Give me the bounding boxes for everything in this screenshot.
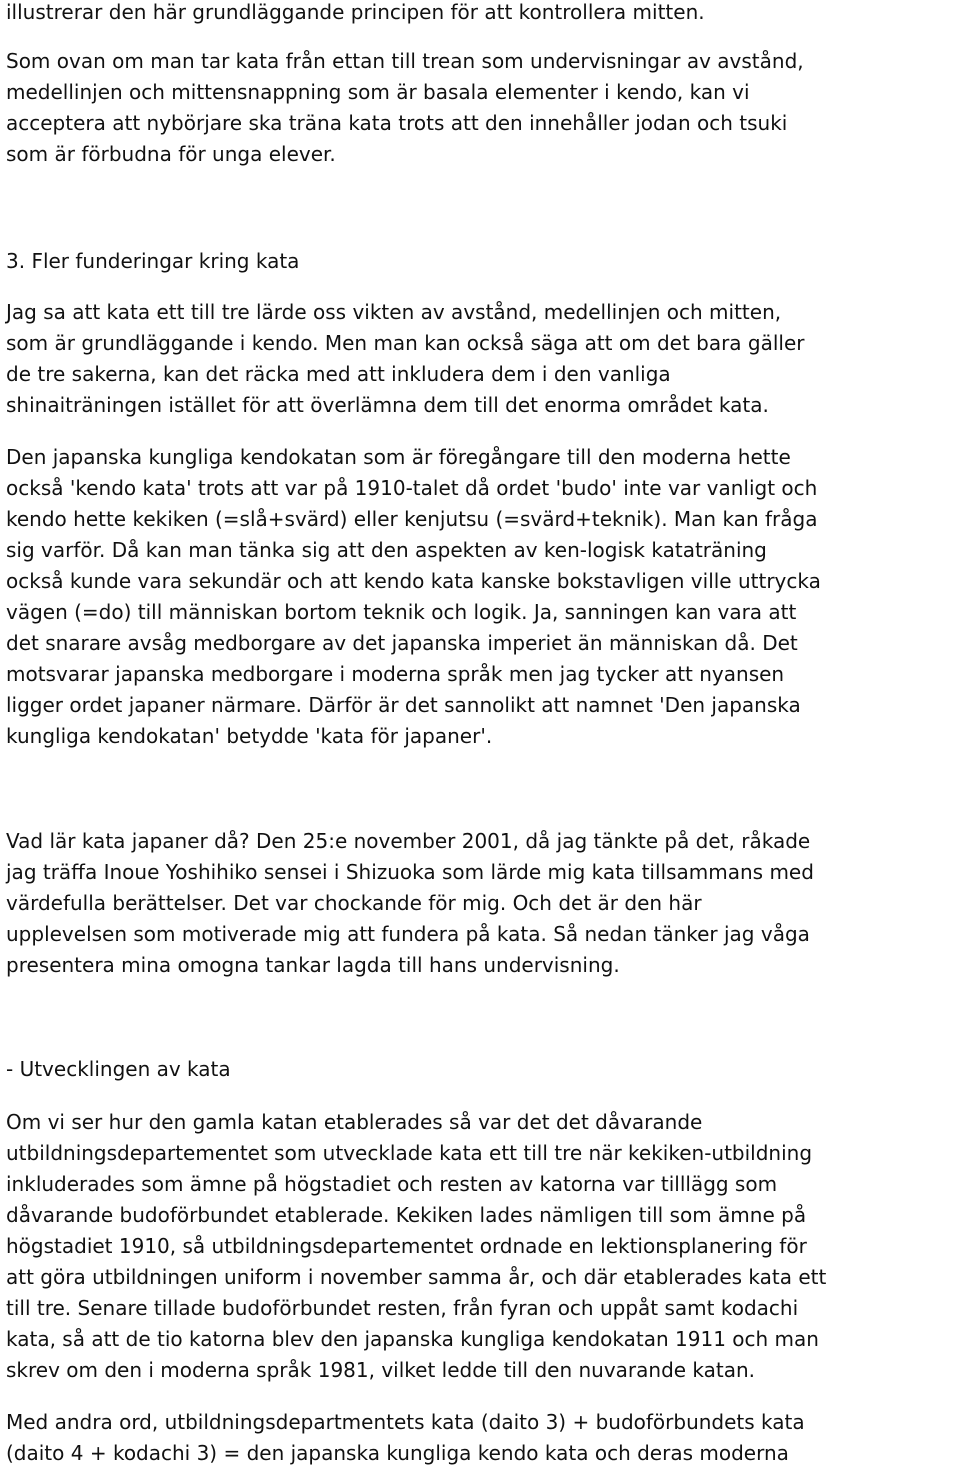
- text-line: inkluderades som ämne på högstadiet och resten av katorna var tilllägg som: [6, 1172, 778, 1196]
- text-line: (daito 4 + kodachi 3) = den japanska kungliga kendo kata och deras moderna: [6, 1441, 789, 1465]
- text-line: illustrerar den här grundläggande principen för att kontrollera mitten.: [6, 0, 705, 24]
- text-line: till tre. Senare tillade budoförbundet resten, från fyran och uppåt samt kodachi: [6, 1296, 799, 1320]
- text-line: acceptera att nybörjare ska träna kata trots att den innehåller jodan och tsuki: [6, 111, 788, 135]
- text-line: presentera mina omogna tankar lagda till hans undervisning.: [6, 953, 620, 977]
- text-line: shinaiträningen istället för att överlämna dem till det enorma området kata.: [6, 393, 769, 417]
- text-line: värdefulla berättelser. Det var chockande för mig. Och det är den här: [6, 891, 702, 915]
- text-line: de tre sakerna, kan det räcka med att inkludera dem i den vanliga: [6, 362, 671, 386]
- text-line: upplevelsen som motiverade mig att fundera på kata. Så nedan tänker jag våga: [6, 922, 810, 946]
- text-line: Vad lär kata japaner då? Den 25:e november 2001, då jag tänkte på det, råkade: [6, 829, 811, 853]
- text-line: högstadiet 1910, så utbildningsdepartementet ordnade en lektionsplanering för: [6, 1234, 807, 1258]
- text-line: också 'kendo kata' trots att var på 1910-talet då ordet 'budo' inte var vanligt och: [6, 476, 818, 500]
- text-line: skrev om den i moderna språk 1981, vilket ledde till den nuvarande katan.: [6, 1358, 756, 1382]
- text-line: ligger ordet japaner närmare. Därför är det sannolikt att namnet 'Den japanska: [6, 693, 801, 717]
- text-line: dåvarande budoförbundet etablerade. Kekiken lades nämligen till som ämne på: [6, 1203, 807, 1227]
- section-heading: - Utvecklingen av kata: [6, 1057, 231, 1081]
- section-heading: 3. Fler funderingar kring kata: [6, 249, 300, 273]
- text-line: Den japanska kungliga kendokatan som är föregångare till den moderna hette: [6, 445, 791, 469]
- text-line: utbildningsdepartementet som utvecklade kata ett till tre när kekiken-utbildning: [6, 1141, 813, 1165]
- text-line: motsvarar japanska medborgare i moderna språk men jag tycker att nyansen: [6, 662, 785, 686]
- text-line: vägen (=do) till människan bortom teknik och logik. Ja, sanningen kan vara att: [6, 600, 797, 624]
- text-line: Som ovan om man tar kata från ettan till trean som undervisningar av avstånd,: [6, 49, 804, 73]
- text-line: det snarare avsåg medborgare av det japanska imperiet än människan då. Det: [6, 631, 798, 655]
- text-line: att göra utbildningen uniform i november samma år, och där etablerades kata ett: [6, 1265, 827, 1289]
- text-line: kata, så att de tio katorna blev den japanska kungliga kendokatan 1911 och man: [6, 1327, 819, 1351]
- text-line: Om vi ser hur den gamla katan etablerades så var det det dåvarande: [6, 1110, 703, 1134]
- text-line: också kunde vara sekundär och att kendo kata kanske bokstavligen ville uttrycka: [6, 569, 821, 593]
- text-line: som är grundläggande i kendo. Men man kan också säga att om det bara gäller: [6, 331, 805, 355]
- text-line: kendo hette kekiken (=slå+svärd) eller kenjutsu (=svärd+teknik). Man kan fråga: [6, 507, 818, 531]
- text-line: Jag sa att kata ett till tre lärde oss vikten av avstånd, medellinjen och mitten,: [6, 300, 782, 324]
- text-line: Med andra ord, utbildningsdepartmentets kata (daito 3) + budoförbundets kata: [6, 1410, 805, 1434]
- text-line: sig varför. Då kan man tänka sig att den aspekten av ken-logisk kataträning: [6, 538, 767, 562]
- text-line: som är förbudna för unga elever.: [6, 142, 336, 166]
- text-line: jag träffa Inoue Yoshihiko sensei i Shizuoka som lärde mig kata tillsammans med: [6, 860, 814, 884]
- text-line: kungliga kendokatan' betydde 'kata för japaner'.: [6, 724, 493, 748]
- text-line: medellinjen och mittensnappning som är basala elementer i kendo, kan vi: [6, 80, 750, 104]
